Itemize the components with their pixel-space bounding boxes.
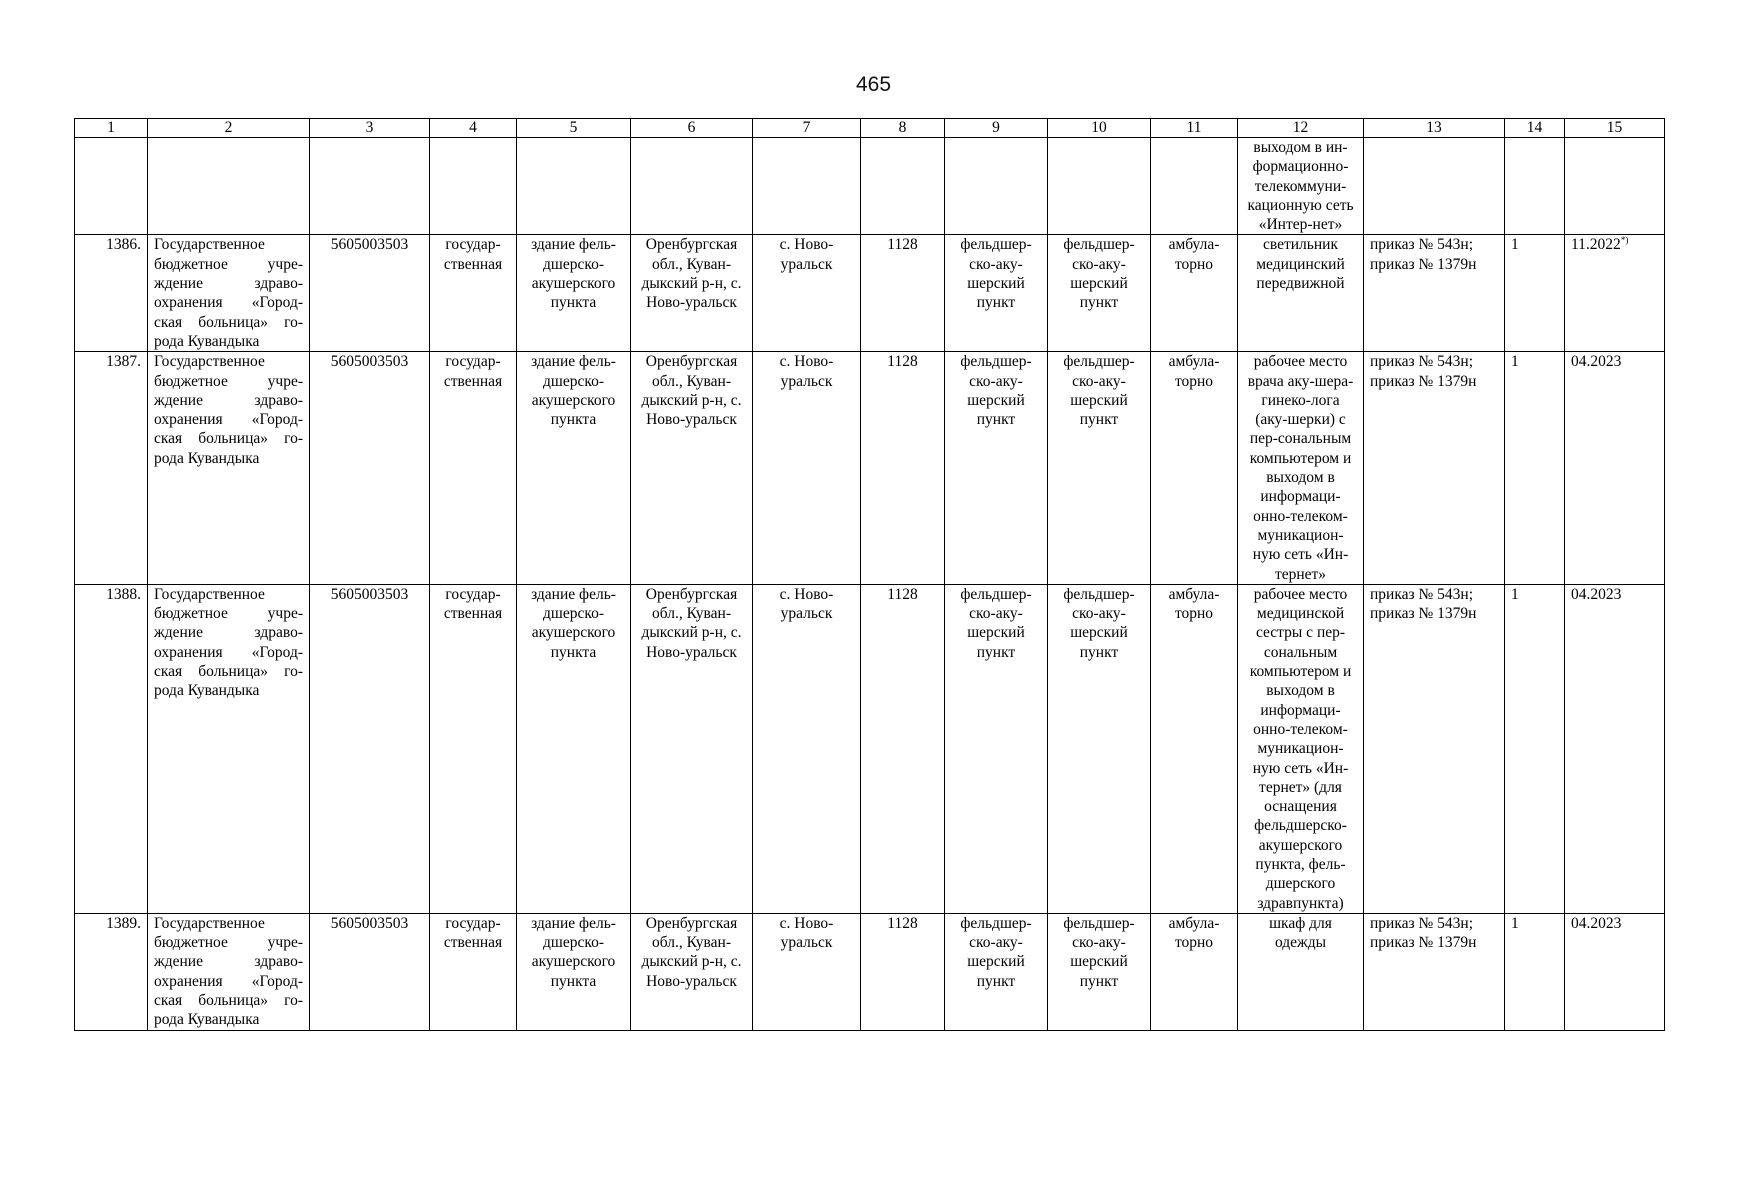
address-cell bbox=[631, 913, 753, 1030]
organization-text: Государственное бюджетное учре-ждение здраво-охранения «Город-ская больница» го-рода Кувандыка bbox=[154, 585, 303, 700]
unit-name-cell bbox=[1048, 584, 1151, 913]
address-cell bbox=[631, 584, 753, 913]
equipment-text: рабочее место медицинской сестры с пер-сональным компьютером и выходом в информаци-онно-телеком-муникацион-ную сеть «Ин-тернет» (для оснащения фельдшерско-акушерского пункта, фель-дшерского здравпункта) bbox=[1249, 585, 1352, 912]
table-row bbox=[75, 352, 1665, 585]
row-number-text: 1386. bbox=[106, 236, 141, 254]
code-cell bbox=[861, 352, 945, 585]
unit-type-cell bbox=[945, 352, 1048, 585]
care-form-cell bbox=[1151, 584, 1238, 913]
unit-name-text: фельдшер-ско-аку-шерский пункт bbox=[1063, 353, 1135, 429]
building-cell bbox=[517, 352, 631, 585]
building-text: здание фель-дшерско-акушерского пункта bbox=[531, 236, 616, 312]
table-row bbox=[75, 235, 1665, 352]
row-number-cell bbox=[75, 352, 148, 585]
orders-cell bbox=[1364, 584, 1505, 913]
orders-cell bbox=[1364, 352, 1505, 585]
care-form-cell bbox=[1151, 352, 1238, 585]
equipment-text: светильник медицинский передвижной bbox=[1256, 236, 1345, 293]
equipment-cell bbox=[1238, 235, 1364, 352]
row-number-text: 1389. bbox=[106, 914, 141, 932]
code-cell bbox=[861, 913, 945, 1030]
table-row bbox=[75, 584, 1665, 913]
registry-table bbox=[74, 118, 1665, 1031]
orders-cell bbox=[1364, 913, 1505, 1030]
inn-text: 5605003503 bbox=[330, 914, 409, 932]
inn-text: 5605003503 bbox=[330, 353, 409, 371]
unit-type-cell bbox=[945, 235, 1048, 352]
column-header: 5 bbox=[517, 119, 631, 138]
orders-text: приказ № 543н; приказ № 1379н bbox=[1370, 236, 1477, 273]
date-cell bbox=[1565, 235, 1665, 352]
locality-text: с. Ново-уральск bbox=[779, 236, 834, 273]
page-number: 465 bbox=[855, 73, 892, 96]
code-cell bbox=[861, 235, 945, 352]
column-header: 2 bbox=[148, 119, 310, 138]
care-form-text: амбула-торно bbox=[1168, 914, 1220, 952]
date-cell bbox=[1565, 913, 1665, 1030]
equipment-text: шкаф для одежды bbox=[1269, 914, 1332, 952]
care-form-cell bbox=[1151, 235, 1238, 352]
building-cell bbox=[517, 913, 631, 1030]
date-cell bbox=[1565, 352, 1665, 585]
column-header: 9 bbox=[945, 119, 1048, 138]
quantity-cell bbox=[1505, 584, 1565, 913]
organization-text: Государственное бюджетное учре-ждение здраво-охранения «Город-ская больница» го-рода Кувандыка bbox=[154, 236, 303, 350]
unit-type-text: фельдшер-ско-аку-шерский пункт bbox=[960, 585, 1032, 661]
quantity-cell bbox=[1505, 913, 1565, 1030]
row-number-cell bbox=[75, 584, 148, 913]
address-cell bbox=[631, 235, 753, 352]
organization-cell bbox=[148, 584, 310, 913]
inn-text: 5605003503 bbox=[330, 585, 409, 603]
date-text: 04.2023 bbox=[1571, 585, 1622, 603]
column-header: 11 bbox=[1151, 119, 1238, 138]
organization-cell bbox=[148, 352, 310, 585]
ownership-cell bbox=[430, 235, 517, 352]
row-number-cell bbox=[75, 235, 148, 352]
ownership-text: государ-ственная bbox=[443, 914, 503, 952]
organization-text: Государственное бюджетное учре-ждение здраво-охранения «Город-ская больница» го-рода Кувандыка bbox=[154, 353, 303, 467]
quantity-text: 1 bbox=[1511, 353, 1519, 371]
address-cell bbox=[631, 352, 753, 585]
equipment-cell bbox=[1238, 913, 1364, 1030]
unit-type-text: фельдшер-ско-аку-шерский пункт bbox=[960, 914, 1032, 990]
ownership-cell bbox=[430, 352, 517, 585]
care-form-text: амбула-торно bbox=[1168, 236, 1220, 273]
unit-type-cell bbox=[945, 584, 1048, 913]
locality-cell bbox=[753, 584, 861, 913]
locality-cell bbox=[753, 352, 861, 585]
quantity-cell bbox=[1505, 235, 1565, 352]
orders-text: приказ № 543н; приказ № 1379н bbox=[1370, 585, 1477, 623]
orders-cell bbox=[1364, 235, 1505, 352]
unit-type-text: фельдшер-ско-аку-шерский пункт bbox=[960, 236, 1032, 312]
quantity-text: 1 bbox=[1511, 236, 1519, 254]
unit-name-cell bbox=[1048, 235, 1151, 352]
care-form-cell bbox=[1151, 913, 1238, 1030]
locality-text: с. Ново-уральск bbox=[779, 353, 834, 390]
equipment-cell bbox=[1238, 352, 1364, 585]
column-header: 13 bbox=[1364, 119, 1505, 138]
unit-name-text: фельдшер-ско-аку-шерский пункт bbox=[1063, 585, 1135, 661]
organization-cell bbox=[148, 235, 310, 352]
row-number-cell bbox=[75, 913, 148, 1030]
locality-cell bbox=[753, 913, 861, 1030]
date-text: 04.2023 bbox=[1571, 914, 1622, 932]
address-text: Оренбургская обл., Куван-дыкский р-н, с. Ново-уральск bbox=[641, 236, 742, 312]
inn-text: 5605003503 bbox=[330, 236, 409, 254]
care-form-text: амбула-торно bbox=[1168, 353, 1220, 390]
date-text: 11.2022 bbox=[1571, 236, 1621, 254]
inn-cell bbox=[310, 913, 430, 1030]
footnote-mark: *) bbox=[1620, 235, 1629, 246]
code-text: 1128 bbox=[887, 236, 918, 254]
orders-text: приказ № 543н; приказ № 1379н bbox=[1370, 353, 1477, 390]
column-header: 6 bbox=[631, 119, 753, 138]
column-header: 3 bbox=[310, 119, 430, 138]
organization-text: Государственное бюджетное учре-ждение здраво-охранения «Город-ская больница» го-рода Кувандыка bbox=[154, 914, 303, 1029]
equipment-cell: выходом в ин-формационно-телекоммуни-кационную сеть «Интер-нет» bbox=[1238, 138, 1364, 235]
care-form-text: амбула-торно bbox=[1168, 585, 1220, 623]
column-header: 4 bbox=[430, 119, 517, 138]
address-text: Оренбургская обл., Куван-дыкский р-н, с. Ново-уральск bbox=[641, 585, 742, 661]
date-cell bbox=[1565, 584, 1665, 913]
ownership-text: государ-ственная bbox=[443, 585, 503, 623]
locality-text: с. Ново-уральск bbox=[779, 914, 834, 952]
column-header: 15 bbox=[1565, 119, 1665, 138]
building-text: здание фель-дшерско-акушерского пункта bbox=[531, 353, 616, 429]
unit-type-cell bbox=[945, 913, 1048, 1030]
quantity-cell bbox=[1505, 352, 1565, 585]
building-cell bbox=[517, 584, 631, 913]
orders-text: приказ № 543н; приказ № 1379н bbox=[1370, 914, 1477, 952]
date-text: 04.2023 bbox=[1571, 353, 1622, 371]
ownership-text: государ-ственная bbox=[443, 236, 503, 273]
table-row bbox=[75, 913, 1665, 1030]
quantity-text: 1 bbox=[1511, 585, 1519, 603]
ownership-text: государ-ственная bbox=[443, 353, 503, 390]
ownership-cell bbox=[430, 913, 517, 1030]
inn-cell bbox=[310, 352, 430, 585]
code-text: 1128 bbox=[887, 914, 918, 932]
inn-cell bbox=[310, 584, 430, 913]
header-row bbox=[75, 119, 1665, 138]
equipment-cell bbox=[1238, 584, 1364, 913]
building-text: здание фель-дшерско-акушерского пункта bbox=[531, 585, 616, 661]
inn-cell bbox=[310, 235, 430, 352]
column-header: 1 bbox=[75, 119, 148, 138]
code-text: 1128 bbox=[887, 353, 918, 371]
column-header: 7 bbox=[753, 119, 861, 138]
equipment-text: рабочее место врача аку-шера-гинеко-лога (аку-шерки) с пер-сональным компьютером и выходом в информаци-онно-телеком-муникацион-ную сеть «Ин-тернет» bbox=[1247, 353, 1354, 583]
column-header: 10 bbox=[1048, 119, 1151, 138]
unit-type-text: фельдшер-ско-аку-шерский пункт bbox=[960, 353, 1032, 429]
building-cell bbox=[517, 235, 631, 352]
code-cell bbox=[861, 584, 945, 913]
unit-name-cell bbox=[1048, 913, 1151, 1030]
row-number-text: 1387. bbox=[106, 353, 141, 371]
code-text: 1128 bbox=[887, 585, 918, 603]
row-number-text: 1388. bbox=[106, 585, 141, 603]
locality-text: с. Ново-уральск bbox=[779, 585, 834, 623]
column-header: 8 bbox=[861, 119, 945, 138]
locality-cell bbox=[753, 235, 861, 352]
unit-name-text: фельдшер-ско-аку-шерский пункт bbox=[1063, 236, 1135, 312]
column-header: 14 bbox=[1505, 119, 1565, 138]
address-text: Оренбургская обл., Куван-дыкский р-н, с. Ново-уральск bbox=[641, 353, 742, 429]
building-text: здание фель-дшерско-акушерского пункта bbox=[531, 914, 616, 990]
address-text: Оренбургская обл., Куван-дыкский р-н, с. Ново-уральск bbox=[641, 914, 742, 990]
continuation-row bbox=[75, 138, 1665, 235]
organization-cell bbox=[148, 913, 310, 1030]
column-header: 12 bbox=[1238, 119, 1364, 138]
ownership-cell bbox=[430, 584, 517, 913]
quantity-text: 1 bbox=[1511, 914, 1519, 932]
unit-name-cell bbox=[1048, 352, 1151, 585]
unit-name-text: фельдшер-ско-аку-шерский пункт bbox=[1063, 914, 1135, 990]
